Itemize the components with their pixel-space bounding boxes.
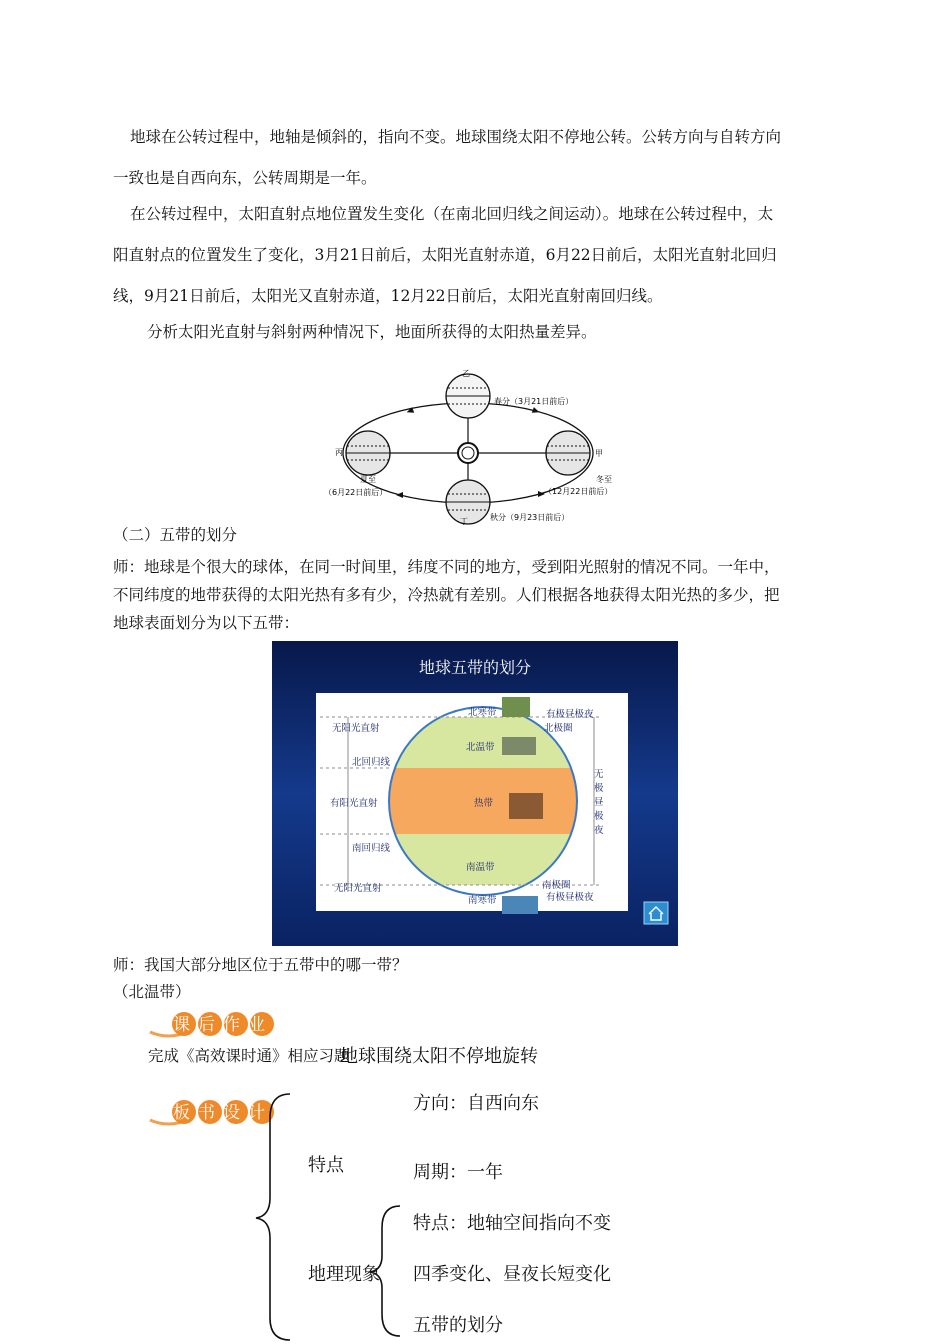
answer: （北温带）	[113, 983, 191, 1001]
label-bottom-pos: 丁	[460, 517, 468, 526]
paragraph-1-line-2: 一致也是自西向东，公转周期是一年。	[113, 169, 377, 187]
label-direct: 有阳光直射	[330, 798, 378, 809]
label-left-pos: 丙	[335, 448, 343, 457]
paragraph-1-line-1: 地球在公转过程中，地轴是倾斜的，指向不变。地球围绕太阳不停地公转。公转方向与自转方向	[130, 128, 782, 146]
home-button[interactable]	[644, 902, 668, 924]
label-no-polar-4: 极	[594, 811, 604, 822]
board-braces	[250, 1088, 410, 1344]
sun	[458, 443, 478, 463]
label-antarctic-circle: 南极圈	[542, 880, 571, 891]
orbit-arrow	[396, 492, 403, 498]
label-right-pos: 甲	[595, 449, 603, 458]
label-top-pos: 乙	[462, 369, 470, 378]
teacher-line-3: 地球表面划分为以下五带：	[113, 614, 300, 632]
earth-right	[546, 431, 590, 475]
board-seasons: 四季变化、昼夜长短变化	[413, 1264, 611, 1285]
earth-top	[446, 374, 490, 418]
zone-north-temperate: 北温带	[466, 742, 495, 753]
zone-south-temperate: 南温带	[466, 862, 495, 873]
paragraph-2-line-2: 阳直射点的位置发生了变化，3月21日前后，太阳光直射赤道，6月22日前后，太阳光直射北回归	[113, 246, 777, 264]
question: 师：我国大部分地区位于五带中的哪一带？	[113, 956, 408, 974]
teacher-line-2: 不同纬度的地带获得的太阳光热有多有少，冷热就有差别。人们根据各地获得太阳光热的多少，把	[113, 586, 780, 604]
label-winter-date: （12月22日前后）	[544, 487, 613, 496]
earth-orbit-diagram	[318, 364, 636, 526]
homework-text: 完成《高效课时通》相应习题	[148, 1047, 350, 1065]
orbit-arrow	[532, 407, 541, 415]
teacher-line-1: 师：地球是个很大的球体，在同一时间里，纬度不同的地方，受到阳光照射的情况不同。一年中，	[113, 558, 780, 576]
label-no-polar-1: 无	[594, 769, 604, 780]
zone-south-frigid: 南寒带	[468, 895, 497, 906]
label-summer-date: （6月22日前后）	[324, 488, 388, 497]
earth-bottom	[446, 480, 490, 524]
label-no-polar-2: 极	[594, 783, 604, 794]
temperate-photo-n	[502, 737, 536, 755]
label-arctic-circle: 北极圈	[544, 723, 573, 734]
homework-overlap: 地球围绕太阳不停地旋转	[340, 1046, 538, 1067]
section-heading: （二）五带的划分	[113, 526, 238, 544]
homework-banner-text: 课后作业	[173, 1015, 273, 1035]
label-no-direct-top: 无阳光直射	[332, 723, 380, 734]
label-winter: 冬至	[596, 475, 612, 484]
board-axis: 特点：地轴空间指向不变	[413, 1213, 611, 1234]
label-autumn: 秋分（9月23日前后）	[490, 513, 570, 522]
board-banner-text: 板书设计	[173, 1103, 273, 1123]
frigid-photo-n	[502, 697, 530, 717]
homework-banner	[148, 1010, 276, 1040]
board-zones: 五带的划分	[413, 1315, 503, 1336]
board-period: 周期：一年	[413, 1162, 503, 1183]
zone-tropical: 热带	[474, 798, 494, 809]
label-no-polar-3: 昼	[594, 797, 604, 808]
zone-north-frigid: 北寒带	[468, 707, 497, 718]
label-tropic-n: 北回归线	[352, 757, 391, 768]
label-spring: 春分（3月21日前后）	[494, 397, 574, 406]
paragraph-2-line-3: 线，9月21日前后，太阳光又直射赤道，12月22日前后，太阳光直射南回归线。	[113, 287, 663, 305]
board-phenomena: 地理现象	[308, 1264, 380, 1285]
label-no-polar-5: 夜	[594, 825, 604, 836]
five-zones-slide	[272, 641, 678, 946]
label-no-direct-bottom: 无阳光直射	[334, 883, 382, 894]
paragraph-3: 分析太阳光直射与斜射两种情况下，地面所获得的太阳热量差异。	[147, 323, 597, 341]
frigid-photo-s	[502, 896, 538, 914]
board-direction: 方向：自西向东	[413, 1093, 539, 1114]
slide-title: 地球五带的划分	[418, 658, 532, 677]
board-features: 特点	[308, 1155, 344, 1176]
label-summer: 夏至	[360, 475, 376, 484]
paragraph-2-line-1: 在公转过程中，太阳直射点地位置发生变化（在南北回归线之间运动）。地球在公转过程中，太	[130, 205, 774, 223]
label-polar-top: 有极昼极夜	[546, 709, 594, 720]
label-tropic-s: 南回归线	[352, 843, 391, 854]
tropical-photo	[509, 793, 543, 819]
earth-left	[346, 431, 390, 475]
label-polar-bottom: 有极昼极夜	[546, 892, 594, 903]
